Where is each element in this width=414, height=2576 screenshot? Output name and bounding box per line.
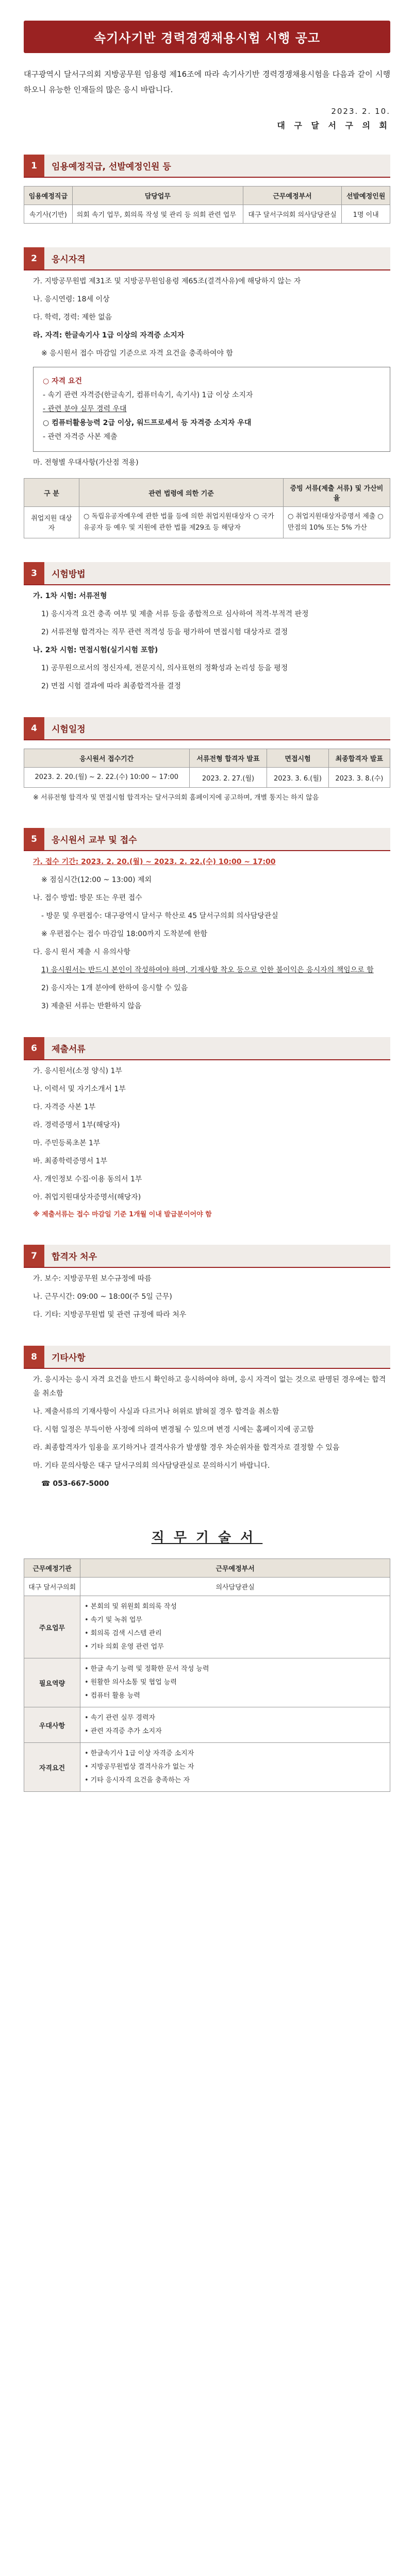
notice-title: 속기사기반 경력경쟁채용시험 시행 공고 bbox=[24, 21, 390, 53]
box-line: - 속기 관련 자격증(한글속기, 컴퓨터속기, 속기사) 1급 이상 소지자 bbox=[43, 391, 253, 399]
table-header: 서류전형 합격자 발표 bbox=[189, 749, 267, 768]
note: ※ 제출서류는 접수 마감일 기준 1개월 이내 발급분이어야 함 bbox=[33, 1211, 212, 1218]
table-header: 임용예정직급 bbox=[24, 187, 73, 205]
section-number: 8 bbox=[24, 1346, 44, 1368]
list-item: 라. 경력증명서 1부(해당자) bbox=[33, 1121, 120, 1129]
job-description-table bbox=[24, 1558, 390, 1792]
list-item: • 원활한 의사소통 및 협업 능력 bbox=[85, 1679, 177, 1686]
table-header: 면접시험 bbox=[267, 749, 328, 768]
table-row bbox=[24, 507, 390, 538]
list-item: 바. 최종학력증명서 1부 bbox=[33, 1157, 107, 1165]
paragraph: 나. 제출서류의 기재사항이 사실과 다르거나 허위로 밝혀질 경우 합격을 취소함 bbox=[33, 1408, 279, 1416]
paragraph: 3) 제출된 서류는 반환하지 않음 bbox=[41, 1002, 142, 1010]
table-header: 관련 법령에 의한 기준 bbox=[79, 479, 284, 507]
paragraph: - 방문 및 우편접수: 대구광역시 달서구 학산로 45 달서구의회 의사담당관실 bbox=[41, 912, 278, 920]
contact-phone: ☎ 053-667-5000 bbox=[41, 1480, 109, 1488]
section-title: 응시자격 bbox=[52, 255, 86, 265]
table-row bbox=[24, 205, 390, 224]
table-cell bbox=[80, 1743, 390, 1792]
row-label: 자격요건 bbox=[24, 1743, 80, 1792]
table-cell: 2023. 3. 6.(월) bbox=[267, 768, 328, 788]
schedule-table bbox=[24, 749, 390, 788]
paragraph: 나. 접수 방법: 방문 또는 우편 접수 bbox=[33, 894, 142, 902]
section-header-6 bbox=[24, 1037, 390, 1060]
table-cell: 의사담당관실 bbox=[80, 1578, 390, 1596]
paragraph: 라. 최종합격자가 임용을 포기하거나 결격사유가 발생할 경우 차순위자를 합격자로 결정할 수 있음 bbox=[33, 1444, 340, 1452]
bullet-icon: • bbox=[85, 1750, 89, 1757]
note: ※ 응시원서 접수 마감일 기준으로 자격 요건을 충족하여야 함 bbox=[41, 349, 233, 358]
paragraph: 1) 응시자격 요건 충족 여부 및 제출 서류 등을 종합적으로 심사하여 적격·부적격 판정 bbox=[41, 610, 309, 618]
paragraph: 나. 2차 시험: 면접시험(실기시험 포함) bbox=[33, 646, 158, 654]
box-line: ○ 컴퓨터활용능력 2급 이상, 워드프로세서 등 자격증 소지자 우대 bbox=[43, 419, 252, 427]
note: ※ 서류전형 합격자 및 면접시험 합격자는 달서구의회 홈페이지에 공고하며, 개별 통지는 하지 않음 bbox=[33, 794, 319, 802]
box-line: - 관련 자격증 사본 제출 bbox=[43, 433, 118, 441]
table-row bbox=[24, 1658, 390, 1707]
section-header-3 bbox=[24, 562, 390, 585]
table-header: 응시원서 접수기간 bbox=[24, 749, 190, 768]
paragraph: 마. 전형별 우대사항(가산점 적용) bbox=[33, 459, 139, 467]
row-label: 우대사항 bbox=[24, 1707, 80, 1743]
section-number: 7 bbox=[24, 1245, 44, 1267]
qualification-box bbox=[33, 367, 390, 452]
section-header-1 bbox=[24, 155, 390, 178]
box-line: - 관련 분야 실무 경력 우대 bbox=[43, 405, 127, 413]
paragraph: 2) 응시자는 1개 분야에 한하여 응시할 수 있음 bbox=[41, 984, 188, 992]
bullet-icon: • bbox=[85, 1616, 89, 1624]
list-item: • 속기 관련 실무 경력자 bbox=[85, 1714, 156, 1722]
row-label: 필요역량 bbox=[24, 1658, 80, 1707]
table-row bbox=[24, 768, 390, 788]
section-header-2 bbox=[24, 247, 390, 270]
table-cell: 1명 이내 bbox=[342, 205, 390, 224]
paragraph: 마. 기타 문의사항은 대구 달서구의회 의사담당관실로 문의하시기 바랍니다. bbox=[33, 1462, 270, 1470]
table-cell: 2023. 2. 20.(월) ~ 2. 22.(수) 10:00 ~ 17:00 bbox=[24, 768, 190, 788]
table-cell: ○ 독립유공자예우에 관한 법률 등에 의한 취업지원대상자 ○ 국가유공자 등 예우 및 지원에 관한 법률 제29조 등 해당자 bbox=[79, 507, 284, 538]
bonus-table bbox=[24, 478, 390, 538]
table-row bbox=[24, 1578, 390, 1596]
bullet-icon: • bbox=[85, 1714, 89, 1722]
paragraph: 다. 응시 원서 제출 시 유의사항 bbox=[33, 948, 130, 956]
row-label: 주요업무 bbox=[24, 1596, 80, 1658]
paragraph: 가. 접수 기간: 2023. 2. 20.(월) ~ 2023. 2. 22.(수) 10:00 ~ 17:00 bbox=[33, 858, 276, 866]
list-item: 마. 주민등록초본 1부 bbox=[33, 1139, 101, 1147]
table-row bbox=[24, 1707, 390, 1743]
list-item: 아. 취업지원대상자증명서(해당자) bbox=[33, 1193, 141, 1201]
form-title: 직무기술서 bbox=[151, 1530, 263, 1546]
section-title: 기타사항 bbox=[52, 1353, 86, 1363]
paragraph: 다. 학력, 경력: 제한 없음 bbox=[33, 313, 112, 321]
recruit-table bbox=[24, 186, 390, 224]
notice-date: 2023. 2. 10. bbox=[331, 107, 390, 116]
paragraph: 가. 1차 시험: 서류전형 bbox=[33, 592, 107, 600]
table-header: 구 분 bbox=[24, 479, 79, 507]
list-item: 다. 자격증 사본 1부 bbox=[33, 1103, 96, 1111]
table-header: 근무예정기관 bbox=[24, 1559, 80, 1578]
table-cell bbox=[80, 1707, 390, 1743]
list-item: 나. 이력서 및 자기소개서 1부 bbox=[33, 1085, 126, 1093]
bullet-icon: • bbox=[85, 1776, 89, 1784]
list-item: • 지방공무원법상 결격사유가 없는 자 bbox=[85, 1763, 194, 1771]
table-cell: 대구 달서구의회 bbox=[24, 1578, 80, 1596]
table-header: 근무예정부서 bbox=[80, 1559, 390, 1578]
section-number: 1 bbox=[24, 155, 44, 177]
paragraph: 나. 근무시간: 09:00 ~ 18:00(주 5일 근무) bbox=[33, 1293, 172, 1301]
table-cell: 의회 속기 업무, 회의록 작성 및 관리 등 의회 관련 업무 bbox=[72, 205, 243, 224]
paragraph: 가. 응시자는 응시 자격 요건을 반드시 확인하고 응시하여야 하며, 응시 자격이 없는 것으로 판명된 경우에는 합격을 취소함 bbox=[33, 1376, 386, 1398]
table-header: 최종합격자 발표 bbox=[328, 749, 390, 768]
bullet-icon: • bbox=[85, 1692, 89, 1700]
section-title: 합격자 처우 bbox=[52, 1252, 97, 1262]
paragraph: 나. 응시연령: 18세 이상 bbox=[33, 295, 110, 303]
section-number: 3 bbox=[24, 562, 44, 584]
bullet-icon: • bbox=[85, 1679, 89, 1686]
table-cell: 2023. 2. 27.(월) bbox=[189, 768, 267, 788]
box-heading: ○ 자격 요건 bbox=[43, 377, 82, 385]
bullet-icon: • bbox=[85, 1603, 89, 1611]
paragraph: 다. 시험 일정은 부득이한 사정에 의하여 변경될 수 있으며 변경 시에는 홈페이지에 공고함 bbox=[33, 1426, 314, 1434]
list-item: 가. 응시원서(소정 양식) 1부 bbox=[33, 1067, 122, 1075]
bullet-icon: • bbox=[85, 1727, 89, 1735]
paragraph: 라. 자격: 한글속기사 1급 이상의 자격증 소지자 bbox=[33, 331, 185, 340]
paragraph: 2) 면접 시험 결과에 따라 최종합격자를 결정 bbox=[41, 682, 181, 690]
paragraph: 1) 응시원서는 반드시 본인이 작성하여야 하며, 기재사항 착오 등으로 인한 불이익은 응시자의 책임으로 함 bbox=[41, 966, 374, 974]
table-cell: 2023. 3. 8.(수) bbox=[328, 768, 390, 788]
paragraph: 2) 서류전형 합격자는 직무 관련 적격성 등을 평가하여 면접시험 대상자로 결정 bbox=[41, 628, 288, 636]
section-number: 2 bbox=[24, 247, 44, 269]
issuing-organization: 대 구 달 서 구 의 회 bbox=[277, 121, 390, 130]
section-number: 5 bbox=[24, 828, 44, 850]
table-cell: 취업지원 대상자 bbox=[24, 507, 79, 538]
section-title: 응시원서 교부 및 접수 bbox=[52, 835, 137, 845]
list-item: • 본회의 및 위원회 회의록 작성 bbox=[85, 1603, 177, 1611]
note: ※ 우편접수는 접수 마감일 18:00까지 도착분에 한함 bbox=[41, 930, 208, 938]
section-header-8 bbox=[24, 1346, 390, 1369]
list-item: • 속기 및 녹취 업무 bbox=[85, 1616, 142, 1624]
table-header: 증빙 서류(제출 서류) 및 가산비율 bbox=[284, 479, 390, 507]
table-row bbox=[24, 1743, 390, 1792]
section-header-4 bbox=[24, 717, 390, 740]
section-title: 시험방법 bbox=[52, 569, 86, 580]
table-cell bbox=[80, 1596, 390, 1658]
section-header-5 bbox=[24, 828, 390, 851]
table-cell: 대구 달서구의회 의사담당관실 bbox=[243, 205, 341, 224]
list-item: • 기타 의회 운영 관련 업무 bbox=[85, 1643, 164, 1651]
table-row bbox=[24, 1596, 390, 1658]
list-item: • 한글속기사 1급 이상 자격증 소지자 bbox=[85, 1750, 194, 1757]
list-item: • 기타 응시자격 요건을 충족하는 자 bbox=[85, 1776, 190, 1784]
section-title: 제출서류 bbox=[52, 1044, 86, 1055]
table-cell bbox=[80, 1658, 390, 1707]
list-item: • 관련 자격증 추가 소지자 bbox=[85, 1727, 162, 1735]
list-item: 사. 개인정보 수집·이용 동의서 1부 bbox=[33, 1175, 142, 1183]
bullet-icon: • bbox=[85, 1643, 89, 1651]
bullet-icon: • bbox=[85, 1630, 89, 1637]
list-item: • 한글 속기 능력 및 정확한 문서 작성 능력 bbox=[85, 1665, 209, 1673]
section-title: 임용예정직급, 선발예정인원 등 bbox=[52, 162, 171, 172]
intro-paragraph: 대구광역시 달서구의회 지방공무원 임용령 제16조에 따라 속기사기반 경력경쟁채용시험을 다음과 같이 시행하오니 유능한 인재들의 많은 응시 바랍니다. bbox=[24, 70, 390, 94]
paragraph: 가. 보수: 지방공무원 보수규정에 따름 bbox=[33, 1275, 152, 1283]
list-item: • 회의록 검색 시스템 관리 bbox=[85, 1630, 162, 1637]
section-number: 6 bbox=[24, 1037, 44, 1059]
bullet-icon: • bbox=[85, 1763, 89, 1771]
table-header: 선발예정인원 bbox=[342, 187, 390, 205]
table-header: 담당업무 bbox=[72, 187, 243, 205]
table-header: 근무예정부서 bbox=[243, 187, 341, 205]
paragraph: 다. 기타: 지방공무원법 및 관련 규정에 따라 처우 bbox=[33, 1311, 187, 1319]
paragraph: 가. 지방공무원법 제31조 및 지방공무원임용령 제65조(결격사유)에 해당하지 않는 자 bbox=[33, 277, 301, 285]
section-number: 4 bbox=[24, 717, 44, 739]
table-cell: 속기사(기반) bbox=[24, 205, 73, 224]
table-cell: ○ 취업지원대상자증명서 제출 ○ 만점의 10% 또는 5% 가산 bbox=[284, 507, 390, 538]
section-header-7 bbox=[24, 1245, 390, 1268]
section-title: 시험일정 bbox=[52, 724, 86, 735]
list-item: • 컴퓨터 활용 능력 bbox=[85, 1692, 140, 1700]
paragraph: 1) 공무원으로서의 정신자세, 전문지식, 의사표현의 정확성과 논리성 등을 평정 bbox=[41, 664, 288, 672]
note: ※ 점심시간(12:00 ~ 13:00) 제외 bbox=[41, 876, 152, 884]
bullet-icon: • bbox=[85, 1665, 89, 1673]
